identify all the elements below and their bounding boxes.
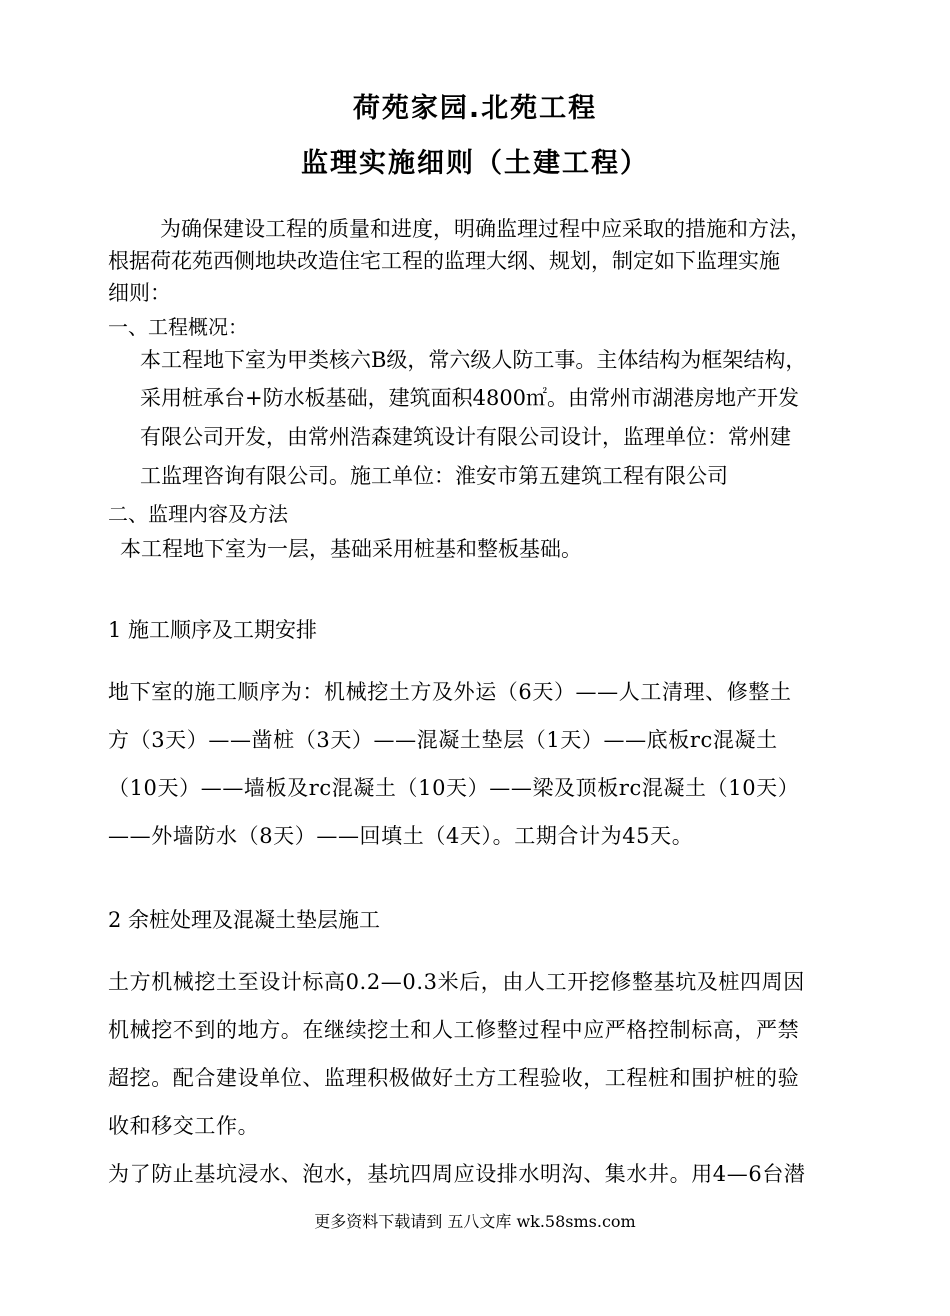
sub1-line-3: （10天）——墙板及rc混凝土（10天）——梁及顶板rc混凝土（10天） bbox=[108, 776, 800, 800]
page-footer: 更多资料下载请到 五八文库 wk.58sms.com bbox=[314, 1212, 636, 1231]
sub2-line-5: 为了防止基坑浸水、泡水，基坑四周应设排水明沟、集水井。用4—6台潜 bbox=[108, 1162, 806, 1186]
document-subtitle: 监理实施细则（土建工程） bbox=[301, 148, 649, 179]
sub2-line-3: 超挖。配合建设单位、监理积极做好土方工程验收，工程桩和围护桩的验 bbox=[108, 1066, 800, 1090]
document-title: 荷苑家园.北苑工程 bbox=[352, 93, 598, 124]
section2-heading: 二、监理内容及方法 bbox=[108, 502, 288, 526]
sub2-heading: 2 余桩处理及混凝土垫层施工 bbox=[108, 908, 381, 932]
intro-line-1: 为确保建设工程的质量和进度，明确监理过程中应采取的措施和方法， bbox=[160, 217, 811, 241]
section1-line-4: 工监理咨询有限公司。施工单位：淮安市第五建筑工程有限公司 bbox=[140, 464, 728, 488]
section1-line-2: 采用桩承台+防水板基础，建筑面积4800㎡。由常州市湖港房地产开发 bbox=[140, 386, 800, 410]
section1-line-1: 本工程地下室为甲类核六B级，常六级人防工事。主体结构为框架结构， bbox=[140, 348, 807, 372]
sub1-line-2: 方（3天）——凿桩（3天）——混凝土垫层（1天）——底板rc混凝土 bbox=[108, 728, 778, 752]
intro-line-3: 细则： bbox=[108, 281, 171, 305]
sub2-line-2: 机械挖不到的地方。在继续挖土和人工修整过程中应严格控制标高，严禁 bbox=[108, 1018, 800, 1042]
intro-line-2: 根据荷花苑西侧地块改造住宅工程的监理大纲、规划，制定如下监理实施 bbox=[108, 249, 780, 273]
sub2-line-1: 土方机械挖土至设计标高0.2—0.3米后，由人工开挖修整基坑及桩四周因 bbox=[108, 970, 805, 994]
sub1-line-1: 地下室的施工顺序为：机械挖土方及外运（6天）——人工清理、修整土 bbox=[108, 680, 792, 704]
sub2-line-4: 收和移交工作。 bbox=[108, 1114, 260, 1138]
sub1-line-4: ——外墙防水（8天）——回填土（4天）。工期合计为45天。 bbox=[108, 824, 694, 848]
section1-line-3: 有限公司开发，由常州浩森建筑设计有限公司设计，监理单位：常州建 bbox=[140, 425, 791, 449]
section1-heading: 一、工程概况： bbox=[108, 315, 248, 339]
sub1-heading: 1 施工顺序及工期安排 bbox=[108, 618, 318, 642]
section2-intro: 本工程地下室为一层，基础采用桩基和整板基础。 bbox=[120, 537, 582, 561]
